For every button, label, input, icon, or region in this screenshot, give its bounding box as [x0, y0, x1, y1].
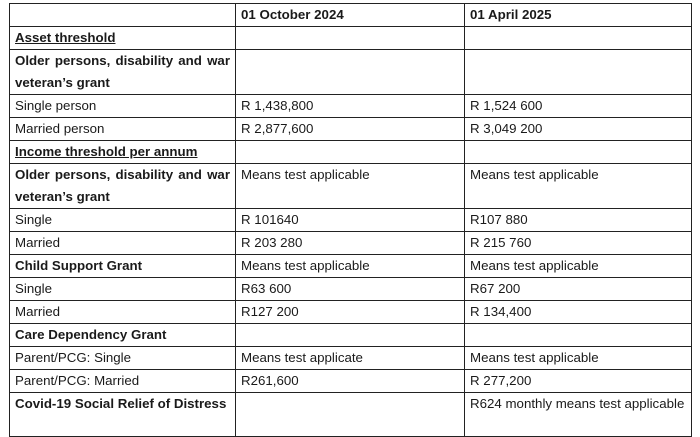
cell-2024 — [236, 324, 465, 347]
row-label: Married person — [10, 118, 236, 141]
row-label: Care Dependency Grant — [10, 324, 236, 347]
section-label-asset-threshold: Asset threshold — [10, 27, 236, 50]
table-row — [10, 278, 692, 301]
cell-2024: R 203 280 — [236, 232, 465, 255]
header-row — [10, 4, 692, 27]
section-label-income-threshold: Income threshold per annum — [10, 141, 236, 164]
row-label: Parent/PCG: Married — [10, 370, 236, 393]
row-label: Single — [10, 209, 236, 232]
table-row — [10, 347, 692, 370]
cell-2024: R 101640 — [236, 209, 465, 232]
cell-2024: Means test applicable — [236, 164, 465, 209]
cell-2024: R 2,877,600 — [236, 118, 465, 141]
table-row — [10, 255, 692, 278]
table-row — [10, 164, 692, 209]
cell-2025: R67 200 — [465, 278, 692, 301]
cell-2025 — [465, 324, 692, 347]
cell-2024: Means test applicable — [236, 255, 465, 278]
cell-2024 — [236, 393, 465, 437]
cell-2024: R 1,438,800 — [236, 95, 465, 118]
header-blank-cell — [10, 4, 236, 27]
row-label: Single person — [10, 95, 236, 118]
cell-2025 — [465, 50, 692, 95]
table-row — [10, 50, 692, 95]
table-row — [10, 232, 692, 255]
cell-2025: R 215 760 — [465, 232, 692, 255]
table-row — [10, 141, 692, 164]
cell-2024: R261,600 — [236, 370, 465, 393]
table-row — [10, 118, 692, 141]
cell-2025 — [465, 27, 692, 50]
table-row — [10, 393, 692, 437]
cell-2025: R 134,400 — [465, 301, 692, 324]
row-label: Married — [10, 232, 236, 255]
cell-2025: R 3,049 200 — [465, 118, 692, 141]
row-label: Covid-19 Social Relief of Distress — [10, 393, 236, 437]
cell-2025: Means test applicable — [465, 255, 692, 278]
header-col-2025: 01 April 2025 — [465, 4, 692, 27]
cell-2024: R127 200 — [236, 301, 465, 324]
table-row — [10, 209, 692, 232]
row-label: Child Support Grant — [10, 255, 236, 278]
table-row — [10, 95, 692, 118]
cell-2025: R 277,200 — [465, 370, 692, 393]
row-label: Married — [10, 301, 236, 324]
header-col-2024: 01 October 2024 — [236, 4, 465, 27]
cell-2025: Means test applicable — [465, 164, 692, 209]
cell-2025 — [465, 141, 692, 164]
row-label: Older persons, disability and war veteran’s grant — [10, 50, 236, 95]
cell-2025: Means test applicable — [465, 347, 692, 370]
grant-thresholds-table — [9, 3, 692, 437]
row-label: Parent/PCG: Single — [10, 347, 236, 370]
table-row — [10, 370, 692, 393]
cell-2024 — [236, 50, 465, 95]
row-label: Older persons, disability and war veteran’s grant — [10, 164, 236, 209]
cell-2024 — [236, 27, 465, 50]
cell-2024: R63 600 — [236, 278, 465, 301]
cell-2024 — [236, 141, 465, 164]
cell-2025: R 1,524 600 — [465, 95, 692, 118]
table-row — [10, 301, 692, 324]
cell-2024: Means test applicate — [236, 347, 465, 370]
table-row — [10, 324, 692, 347]
table-row — [10, 27, 692, 50]
cell-2025: R107 880 — [465, 209, 692, 232]
row-label: Single — [10, 278, 236, 301]
cell-2025: R624 monthly means test applicable — [465, 393, 692, 437]
